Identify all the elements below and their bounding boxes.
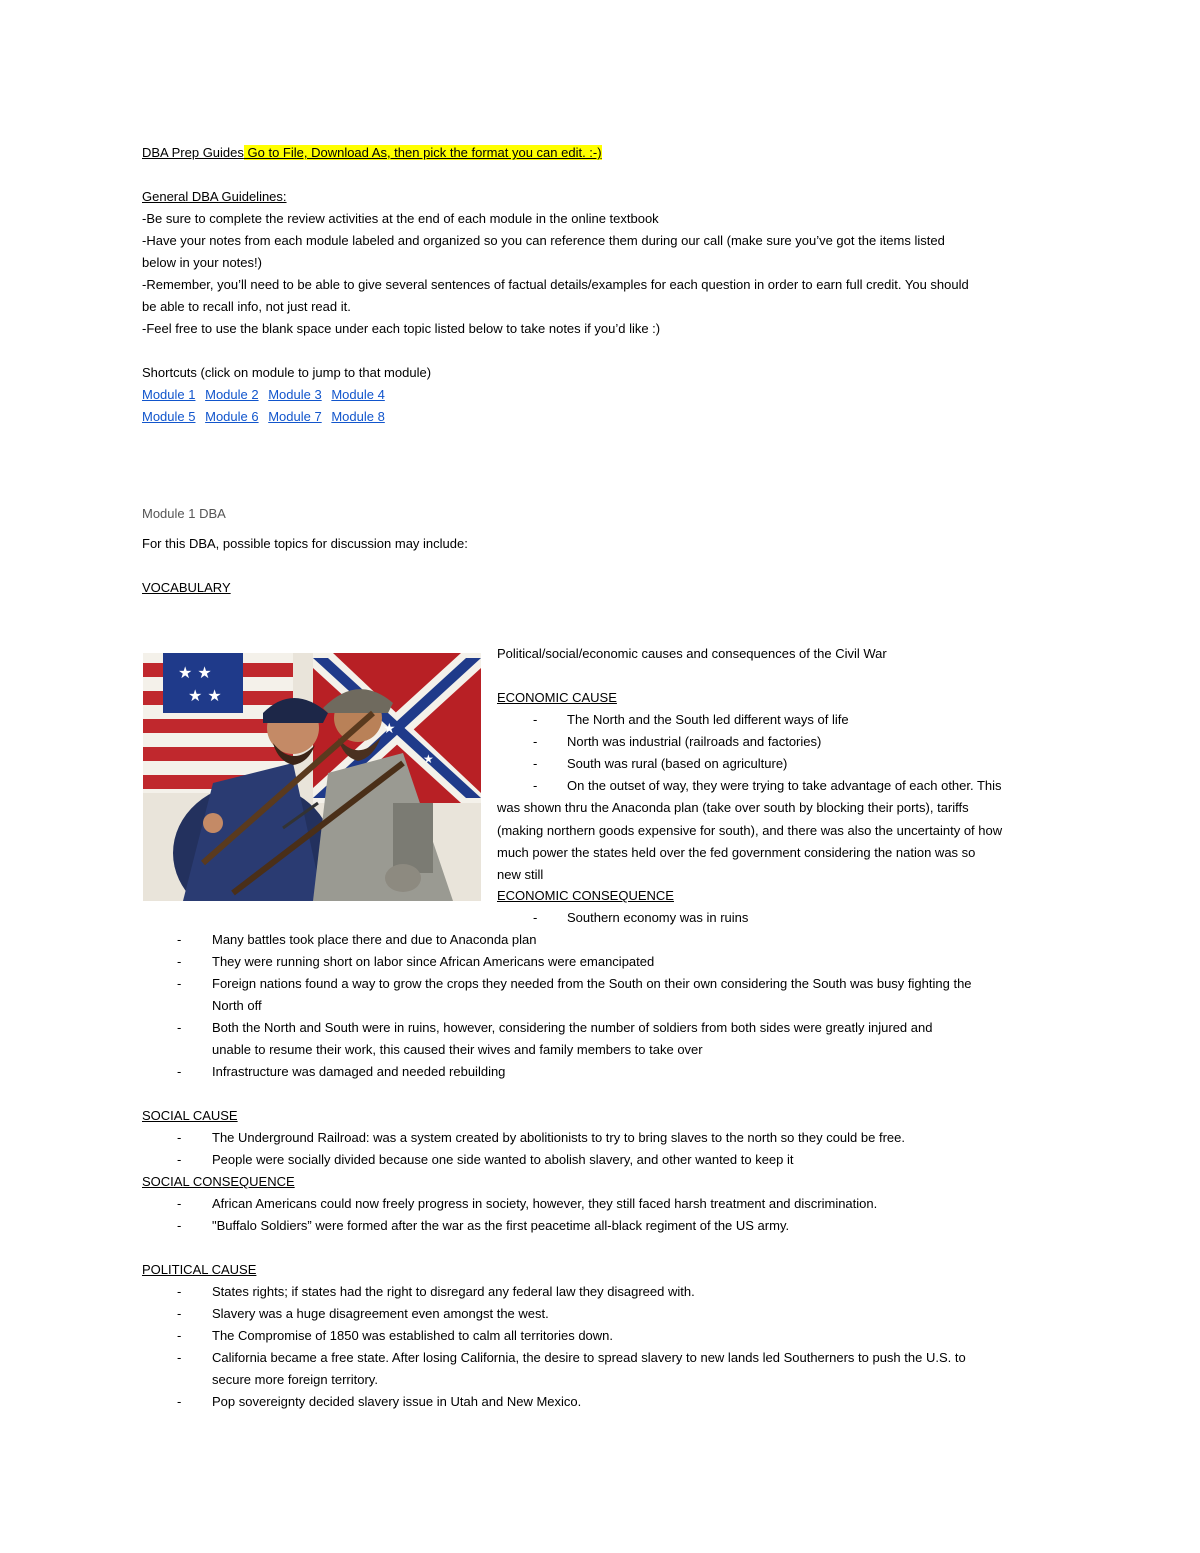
guidelines-heading: General DBA Guidelines: xyxy=(142,189,287,204)
guideline-line: -Be sure to complete the review activities at the end of each module in the online textbook xyxy=(142,211,659,226)
bullet-dash: - xyxy=(533,712,538,727)
bullet-dash: - xyxy=(177,954,182,969)
bullet-dash: - xyxy=(533,778,538,793)
bullet-dash: - xyxy=(177,1020,182,1035)
svg-text:★ ★: ★ ★ xyxy=(188,686,222,705)
bullet-dash: - xyxy=(177,1328,182,1343)
module-6-link[interactable]: Module 6 xyxy=(205,409,259,424)
list-item: The Underground Railroad: was a system created by abolitionists to try to bring slaves to the north so they could be free. xyxy=(212,1130,905,1145)
bullet-dash: - xyxy=(533,734,538,749)
economic-consequence-heading: ECONOMIC CONSEQUENCE xyxy=(497,888,674,903)
list-item: They were running short on labor since African Americans were emancipated xyxy=(212,954,655,969)
bullet-dash: - xyxy=(177,976,182,991)
list-item: Infrastructure was damaged and needed rebuilding xyxy=(212,1064,506,1079)
shortcuts-heading: Shortcuts (click on module to jump to that module) xyxy=(142,365,432,380)
svg-text:★: ★ xyxy=(423,752,434,766)
bullet-dash: - xyxy=(177,1152,182,1167)
economic-cause-heading: ECONOMIC CAUSE xyxy=(497,690,617,705)
list-item: California became a free state. After losing California, the desire to spread slavery to new lands led Southerners to push the U.S. to xyxy=(212,1350,966,1365)
bullet-dash: - xyxy=(177,1350,182,1365)
bullet-dash: - xyxy=(177,1218,182,1233)
list-item: North was industrial (railroads and factories) xyxy=(567,734,822,749)
svg-text:★: ★ xyxy=(383,721,396,737)
list-item: Pop sovereignty decided slavery issue in Utah and New Mexico. xyxy=(212,1394,582,1409)
list-item: African Americans could now freely progress in society, however, they still faced harsh treatment and discrimination. xyxy=(212,1196,878,1211)
vocabulary-heading: VOCABULARY xyxy=(142,580,231,595)
list-item-continued: new still xyxy=(497,867,544,882)
bullet-dash: - xyxy=(177,1196,182,1211)
bullet-dash: - xyxy=(177,1064,182,1079)
doc-title: DBA Prep Guides xyxy=(142,145,244,160)
list-item: The North and the South led different ways of life xyxy=(567,712,849,727)
list-item: Southern economy was in ruins xyxy=(567,910,749,925)
module-1-title: Module 1 DBA xyxy=(142,506,226,521)
list-item-continued: North off xyxy=(212,998,262,1013)
political-cause-heading: POLITICAL CAUSE xyxy=(142,1262,257,1277)
module-7-link[interactable]: Module 7 xyxy=(268,409,322,424)
list-item-continued: (making northern goods expensive for south), and there was also the uncertainty of how xyxy=(497,823,1003,838)
social-cause-heading: SOCIAL CAUSE xyxy=(142,1108,238,1123)
bullet-dash: - xyxy=(177,1394,182,1409)
bullet-dash: - xyxy=(177,1306,182,1321)
guideline-line: be able to recall info, not just read it. xyxy=(142,299,351,314)
list-item-continued: secure more foreign territory. xyxy=(212,1372,378,1387)
svg-text:★ ★: ★ ★ xyxy=(178,663,212,682)
download-instruction: Go to File, Download As, then pick the format you can edit. :-) xyxy=(243,145,602,160)
guideline-line: -Remember, you’ll need to be able to give several sentences of factual details/examples for each question in order to earn full credit. You should xyxy=(142,277,969,292)
module-4-link[interactable]: Module 4 xyxy=(331,387,385,402)
module-1-link[interactable]: Module 1 xyxy=(142,387,196,402)
social-consequence-heading: SOCIAL CONSEQUENCE xyxy=(142,1174,295,1189)
shortcuts-row-2 xyxy=(142,408,385,426)
list-item-continued: much power the states held over the fed government considering the nation was so xyxy=(497,845,976,860)
list-item: People were socially divided because one side wanted to abolish slavery, and other wanted to keep it xyxy=(212,1152,794,1167)
guideline-line: below in your notes!) xyxy=(142,255,262,270)
bullet-dash: - xyxy=(177,1130,182,1145)
list-item-continued: unable to resume their work, this caused their wives and family members to take over xyxy=(212,1042,703,1057)
module-8-link[interactable]: Module 8 xyxy=(331,409,385,424)
bullet-dash: - xyxy=(177,932,182,947)
list-item-continued: was shown thru the Anaconda plan (take over south by blocking their ports), tariffs xyxy=(497,800,969,815)
civil-war-painting xyxy=(143,653,481,901)
topic-heading: Political/social/economic causes and consequences of the Civil War xyxy=(497,646,887,661)
list-item: "Buffalo Soldiers” were formed after the war as the first peacetime all-black regiment of the US army. xyxy=(212,1218,790,1233)
guideline-line: -Have your notes from each module labeled and organized so you can reference them during our call (make sure you’ve got the items listed xyxy=(142,233,945,248)
guideline-line: -Feel free to use the blank space under each topic listed below to take notes if you’d like :) xyxy=(142,321,661,336)
doc-header xyxy=(142,144,602,162)
bullet-dash: - xyxy=(533,756,538,771)
list-item: On the outset of way, they were trying to take advantage of each other. This xyxy=(567,778,1002,793)
module-1-intro: For this DBA, possible topics for discussion may include: xyxy=(142,536,468,551)
list-item: Slavery was a huge disagreement even amongst the west. xyxy=(212,1306,549,1321)
list-item: States rights; if states had the right to disregard any federal law they disagreed with. xyxy=(212,1284,695,1299)
list-item: Both the North and South were in ruins, however, considering the number of soldiers from both sides were greatly injured and xyxy=(212,1020,933,1035)
list-item: South was rural (based on agriculture) xyxy=(567,756,788,771)
module-5-link[interactable]: Module 5 xyxy=(142,409,196,424)
bullet-dash: - xyxy=(533,910,538,925)
module-3-link[interactable]: Module 3 xyxy=(268,387,322,402)
list-item: Many battles took place there and due to Anaconda plan xyxy=(212,932,537,947)
bullet-dash: - xyxy=(177,1284,182,1299)
shortcuts-row-1 xyxy=(142,386,385,404)
list-item: Foreign nations found a way to grow the crops they needed from the South on their own considering the South was busy fighting the xyxy=(212,976,972,991)
list-item: The Compromise of 1850 was established to calm all territories down. xyxy=(212,1328,614,1343)
module-2-link[interactable]: Module 2 xyxy=(205,387,259,402)
